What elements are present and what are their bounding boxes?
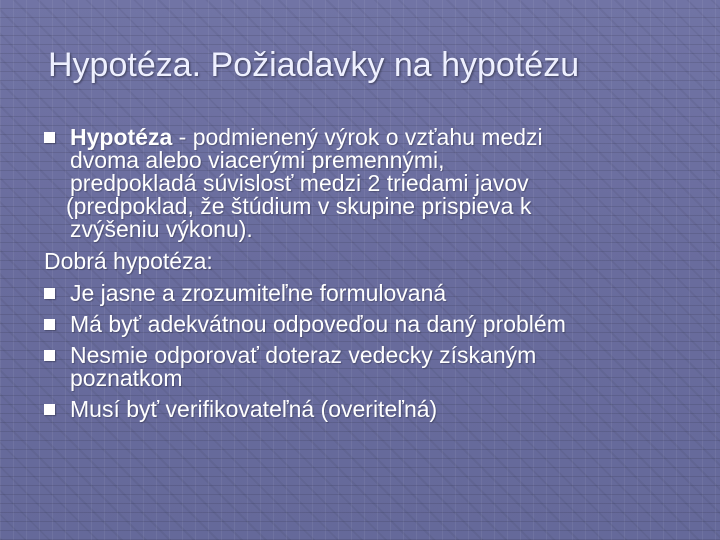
- requirement-item: [44, 282, 704, 305]
- square-bullet-icon: [44, 319, 55, 330]
- requirement-text: Musí byť verifikovateľná (overiteľná): [70, 396, 438, 422]
- definition-example: (predpoklad, že štúdium v skupine prispieva k: [66, 193, 532, 219]
- slide-title: Hypotéza. Požiadavky na hypotézu: [48, 46, 580, 84]
- requirement-text: poznatkom: [70, 365, 183, 391]
- square-bullet-icon: [44, 350, 55, 361]
- definition-first-line: [70, 126, 704, 149]
- requirement-text: Nesmie odporovať doteraz vedecky získaným: [70, 342, 537, 368]
- definition-example: zvýšeniu výkonu).: [70, 216, 253, 242]
- requirement-text: Má byť adekvátnou odpoveďou na daný problém: [70, 311, 566, 337]
- subheading: Dobrá hypotéza:: [44, 248, 213, 274]
- slide-content: [44, 126, 704, 421]
- definition-text: predpokladá súvislosť medzi 2 triedami javov: [70, 170, 529, 196]
- definition-term: Hypotéza: [70, 124, 173, 150]
- requirement-item: [44, 313, 704, 336]
- requirement-item: [44, 398, 704, 421]
- definition-bullet: [44, 126, 704, 241]
- square-bullet-icon: [44, 404, 55, 415]
- requirement-text: Je jasne a zrozumiteľne formulovaná: [70, 280, 447, 306]
- definition-text: - podmienený výrok o vzťahu medzi: [172, 124, 543, 150]
- definition-text: dvoma alebo viacerými premennými,: [70, 147, 445, 173]
- square-bullet-icon: [44, 132, 55, 143]
- square-bullet-icon: [44, 288, 55, 299]
- requirement-item: [44, 344, 704, 390]
